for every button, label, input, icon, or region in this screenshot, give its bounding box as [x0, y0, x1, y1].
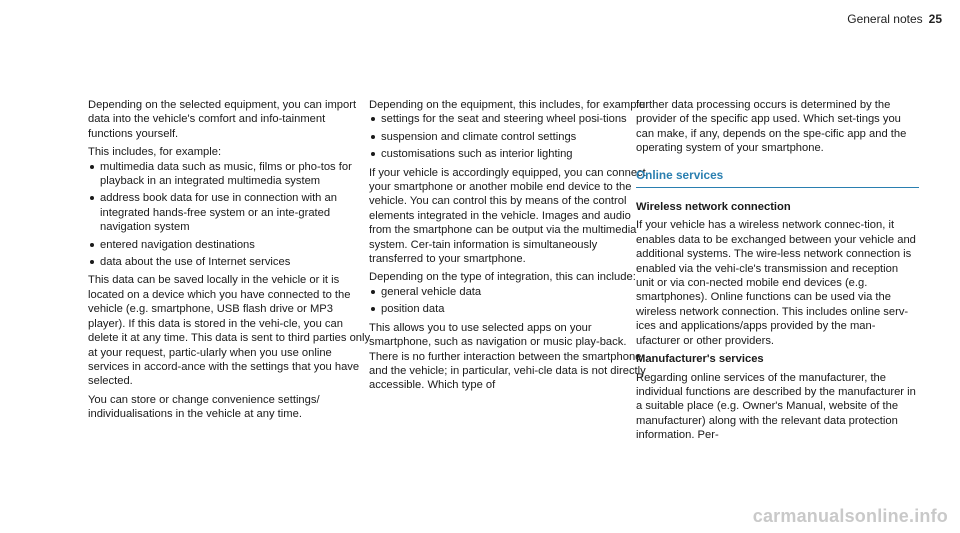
list-item: general vehicle data	[369, 285, 652, 299]
subheading: Wireless network connection	[636, 201, 791, 214]
paragraph: This allows you to use selected apps on your smartphone, such as navigation or music play-back. There is no further interaction between the smartphone and the vehicle; in particular, vehi-cle data is not directly accessible. Which type of	[369, 321, 646, 392]
list-item: entered navigation destinations	[88, 238, 371, 252]
list-item: multimedia data such as music, films or pho-tos for playback in an integrated multimedia system	[88, 160, 371, 189]
page-number: 25	[928, 12, 942, 26]
paragraph: Depending on the equipment, this includes, for example:	[369, 99, 649, 111]
bullet-list	[369, 112, 652, 161]
paragraph: This data can be saved locally in the vehicle or it is located on a device which you have connected to the vehicle (e.g. smartphone, USB flash drive or MP3 player). If this data is stored in the vehi-cle, you can delete it at any time. This data is sent to third parties only at your request, partic-ularly when you use online services in accord-ance with the settings that you have selected.	[88, 274, 371, 388]
section-heading: Online services	[636, 168, 919, 188]
paragraph: Regarding online services of the manufacturer, the individual functions are described by the manufacturer in a suitable place (e.g. Owner's Manual, website of the manufacturer) along with the relevant data protection information. Per-	[636, 371, 916, 442]
list-item: position data	[369, 302, 652, 316]
subheading: Manufacturer's services	[636, 353, 764, 366]
header-title: General notes	[847, 12, 923, 26]
list-item: data about the use of Internet services	[88, 255, 371, 269]
column-1	[88, 98, 371, 426]
paragraph: If your vehicle is accordingly equipped, you can connect your smartphone or another mobile end device to the vehicle. You can control this by means of the control elements integrated in the vehicle. Images and audio from the smartphone can be output via the multimedia system. Cer-tain information is simultaneously transferred to your smartphone.	[369, 166, 646, 266]
list-item: address book data for use in connection with an integrated hands-free system or an inte-grated navigation system	[88, 191, 371, 234]
paragraph: If your vehicle has a wireless network connec-tion, it enables data to be exchanged between your vehicle and additional systems. The wire-less network connection is enabled via the vehi-cle's transmission and reception unit or via con-nected mobile end devices (e.g. smartphones). Online functions can be used via the wireless network connection. This includes online serv-ices and applications/apps provided by the man-ufacturer or other providers.	[636, 219, 916, 347]
column-3	[636, 98, 919, 447]
paragraph: further data processing occurs is determined by the provider of the specific app used. Which set-tings you can make, if any, depends on the spe-cific app and the operating system of your smartphone.	[636, 99, 907, 155]
list-item: customisations such as interior lighting	[369, 147, 652, 161]
paragraph: This includes, for example:	[88, 146, 222, 159]
list-item: suspension and climate control settings	[369, 130, 652, 144]
paragraph: Depending on the type of integration, this can include:	[369, 271, 636, 284]
column-2	[369, 98, 652, 397]
list-item: settings for the seat and steering wheel posi-tions	[369, 112, 652, 126]
watermark: carmanualsonline.info	[752, 506, 948, 526]
bullet-list	[369, 285, 652, 317]
paragraph: You can store or change convenience settings/ individualisations in the vehicle at any time.	[88, 393, 320, 421]
page-header	[847, 12, 942, 26]
bullet-list	[88, 160, 371, 270]
paragraph: Depending on the selected equipment, you can import data into the vehicle's comfort and info-tainment functions yourself.	[88, 99, 357, 140]
